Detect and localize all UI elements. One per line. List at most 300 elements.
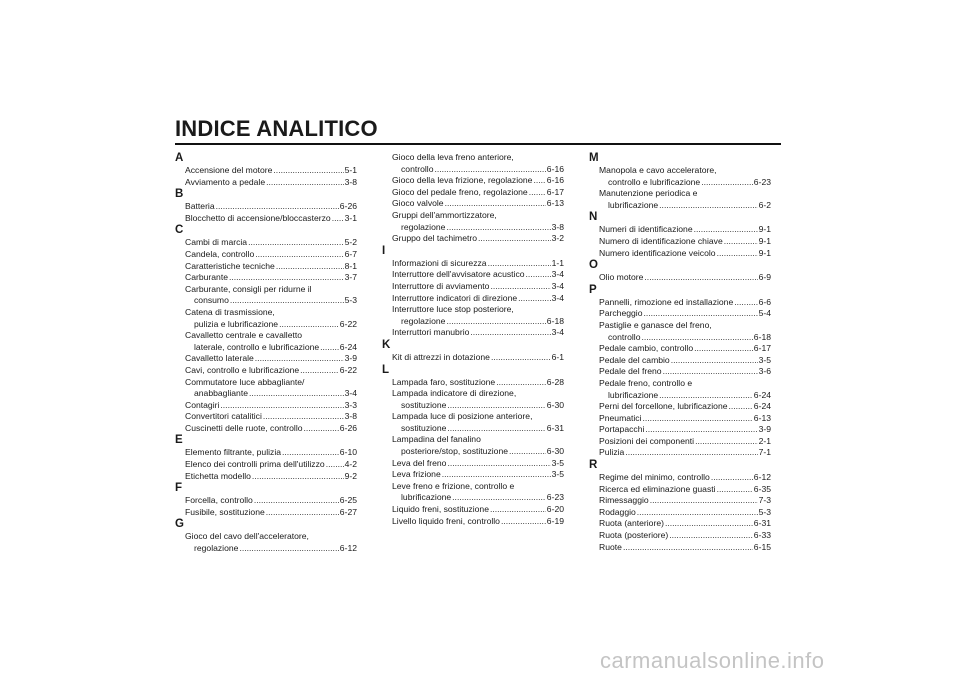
entry-text: Pannelli, rimozione ed installazione xyxy=(599,296,734,307)
index-entry xyxy=(591,484,771,496)
index-entry xyxy=(591,355,771,367)
entry-text: Rimessaggio xyxy=(599,495,649,506)
index-entry xyxy=(591,401,771,413)
entry-page-number: 3-5 xyxy=(551,457,564,468)
dot-leader xyxy=(645,424,757,436)
index-entry xyxy=(384,198,564,210)
entry-page-number: 6-1 xyxy=(551,351,564,362)
entry-text: Olio motore xyxy=(599,272,644,283)
entry-page-number: 5-3 xyxy=(344,295,357,306)
entry-page-number: 1-1 xyxy=(551,257,564,268)
index-column-3 xyxy=(591,152,771,553)
index-entry xyxy=(177,201,357,213)
entry-text: Leve freno e frizione, controllo e xyxy=(392,480,515,491)
entry-text: posteriore/stop, sostituzione xyxy=(401,446,509,457)
entry-text: lubrificazione xyxy=(401,492,452,503)
entry-text: Pedale freno, controllo e xyxy=(599,377,693,388)
entry-page-number: 6-13 xyxy=(753,412,771,423)
section-letter: A xyxy=(175,152,184,164)
section-letter: I xyxy=(382,244,386,257)
entry-page-number: 6-15 xyxy=(753,541,771,552)
dot-leader xyxy=(644,272,757,284)
index-entry xyxy=(384,269,564,281)
dot-leader xyxy=(526,269,551,281)
entry-page-number: 4-2 xyxy=(344,459,357,470)
index-entry xyxy=(177,400,357,412)
dot-leader xyxy=(282,447,339,459)
index-entry xyxy=(177,447,357,459)
entry-text: Leva del freno xyxy=(392,457,447,468)
section-letter: R xyxy=(589,459,598,472)
entry-page-number: 6-26 xyxy=(339,201,357,212)
entry-text: Elenco dei controlli prima dell'utilizzo xyxy=(185,459,325,470)
entry-text: controllo e lubrificazione xyxy=(608,176,701,187)
index-entry xyxy=(384,152,564,175)
index-entry xyxy=(384,327,564,339)
dot-leader xyxy=(254,495,339,507)
index-column-2 xyxy=(384,152,564,527)
dot-leader xyxy=(724,236,758,248)
dot-leader xyxy=(641,332,752,344)
index-entry xyxy=(591,424,771,436)
entry-text: Gruppo del tachimetro xyxy=(392,233,478,244)
index-entry xyxy=(591,188,771,211)
dot-leader xyxy=(442,469,551,481)
dot-leader xyxy=(663,366,758,378)
dot-leader xyxy=(300,365,339,377)
entry-page-number: 3-8 xyxy=(551,221,564,232)
entry-text: consumo xyxy=(194,295,229,306)
entry-text: Numero identificazione veicolo xyxy=(599,247,716,258)
entry-text: controllo xyxy=(401,163,434,174)
index-entry xyxy=(591,530,771,542)
entry-text: Blocchetto di accensione/bloccasterzo xyxy=(185,212,331,223)
entry-text: Gruppi dell'ammortizzatore, xyxy=(392,209,497,220)
index-entry xyxy=(177,237,357,249)
index-entry xyxy=(591,472,771,484)
entry-text: Pedale del cambio xyxy=(599,354,670,365)
index-entry xyxy=(591,272,771,284)
entry-page-number: 3-4 xyxy=(551,269,564,280)
entry-page-number: 3-6 xyxy=(758,366,771,377)
index-entry xyxy=(384,377,564,389)
dot-leader xyxy=(263,411,344,423)
dot-leader xyxy=(216,201,339,213)
index-entry xyxy=(384,258,564,270)
entry-text: Batteria xyxy=(185,201,215,212)
index-entry xyxy=(384,388,564,411)
entry-text: Manopola e cavo acceleratore, xyxy=(599,165,717,175)
entry-page-number: 3-4 xyxy=(551,327,564,338)
dot-leader xyxy=(694,343,753,355)
title-rule xyxy=(175,143,781,145)
entry-page-number: 6-33 xyxy=(753,530,771,541)
entry-page-number: 8-1 xyxy=(344,260,357,271)
entry-page-number: 3-4 xyxy=(344,388,357,399)
index-entry xyxy=(384,434,564,457)
entry-text: Interruttori manubrio xyxy=(392,327,470,338)
dot-leader xyxy=(665,518,753,530)
entry-text: Carburante, consigli per ridurne il xyxy=(185,283,312,294)
section-letter: O xyxy=(589,259,598,272)
index-entry xyxy=(384,458,564,470)
entry-page-number: 9-1 xyxy=(758,247,771,258)
entry-text: sostituzione xyxy=(401,399,447,410)
entry-page-number: 3-8 xyxy=(344,176,357,187)
index-column-1 xyxy=(177,152,357,555)
dot-leader xyxy=(229,272,344,284)
entry-text: Lampadina del fanalino xyxy=(392,434,481,445)
entry-text: Numeri di identificazione xyxy=(599,224,693,235)
entry-text: Ricerca ed eliminazione guasti xyxy=(599,483,716,494)
dot-leader xyxy=(529,187,546,199)
dot-leader xyxy=(659,200,757,212)
entry-page-number: 6-24 xyxy=(339,341,357,352)
dot-leader xyxy=(252,471,344,483)
index-entry xyxy=(591,495,771,507)
dot-leader xyxy=(643,413,753,425)
dot-leader xyxy=(623,542,753,554)
entry-page-number: 9-1 xyxy=(758,235,771,246)
dot-leader xyxy=(445,198,546,210)
entry-page-number: 3-5 xyxy=(758,354,771,365)
entry-text: controllo xyxy=(608,331,641,342)
entry-text: regolazione xyxy=(401,315,446,326)
index-entry xyxy=(591,378,771,401)
section-letter: B xyxy=(175,188,184,201)
index-entry xyxy=(177,365,357,377)
entry-text: Contagiri xyxy=(185,399,220,410)
dot-leader xyxy=(266,507,339,519)
dot-leader xyxy=(625,447,757,459)
entry-text: Livello liquido freni, controllo xyxy=(392,515,500,526)
entry-page-number: 6-7 xyxy=(344,248,357,259)
dot-leader xyxy=(446,222,550,234)
section-letter: K xyxy=(382,338,391,351)
dot-leader xyxy=(276,261,344,273)
entry-page-number: 3-3 xyxy=(344,399,357,410)
index-entry xyxy=(591,518,771,530)
entry-page-number: 3-5 xyxy=(551,469,564,480)
entry-text: Pedale del freno xyxy=(599,366,662,377)
entry-text: Cavalletto laterale xyxy=(185,353,254,364)
dot-leader xyxy=(332,213,344,225)
dot-leader xyxy=(533,175,545,187)
index-entry xyxy=(177,507,357,519)
index-entry xyxy=(591,507,771,519)
index-entry xyxy=(591,436,771,448)
dot-leader xyxy=(273,165,343,177)
entry-text: Posizioni dei componenti xyxy=(599,435,695,446)
entry-text: Kit di attrezzi in dotazione xyxy=(392,351,490,362)
dot-leader xyxy=(518,293,550,305)
entry-text: sostituzione xyxy=(401,422,447,433)
index-entry xyxy=(177,165,357,177)
entry-page-number: 6-20 xyxy=(546,504,564,515)
entry-page-number: 6-16 xyxy=(546,175,564,186)
entry-text: Ruote xyxy=(599,541,622,552)
index-entry xyxy=(384,481,564,504)
entry-text: Lampada indicatore di direzione, xyxy=(392,388,517,399)
entry-page-number: 6-28 xyxy=(546,376,564,387)
section-letter: N xyxy=(589,211,598,224)
entry-page-number: 6-16 xyxy=(546,163,564,174)
dot-leader xyxy=(447,458,550,470)
entry-page-number: 5-2 xyxy=(344,237,357,248)
entry-page-number: 5-3 xyxy=(758,506,771,517)
dot-leader xyxy=(447,423,545,435)
entry-page-number: 6-22 xyxy=(339,364,357,375)
index-entry xyxy=(591,447,771,459)
entry-page-number: 6-30 xyxy=(546,446,564,457)
dot-leader xyxy=(470,327,550,339)
entry-page-number: 3-2 xyxy=(551,233,564,244)
entry-page-number: 6-24 xyxy=(753,401,771,412)
entry-page-number: 3-4 xyxy=(551,280,564,291)
entry-text: Portapacchi xyxy=(599,424,645,435)
entry-page-number: 6-13 xyxy=(546,198,564,209)
dot-leader xyxy=(239,543,338,555)
entry-page-number: 5-4 xyxy=(758,308,771,319)
index-entry xyxy=(177,330,357,353)
entry-page-number: 6-12 xyxy=(339,543,357,554)
index-entry xyxy=(177,495,357,507)
entry-page-number: 6-18 xyxy=(753,331,771,342)
dot-leader xyxy=(701,177,753,189)
dot-leader xyxy=(249,388,344,400)
entry-text: Numero di identificazione chiave xyxy=(599,235,723,246)
section-letter: E xyxy=(175,434,183,447)
entry-text: Carburante xyxy=(185,272,228,283)
entry-text: Perni del forcellone, lubrificazione xyxy=(599,401,728,412)
index-entry xyxy=(591,224,771,236)
entry-text: Gioco del cavo dell'acceleratore, xyxy=(185,531,309,542)
entry-text: Catena di trasmissione, xyxy=(185,306,275,317)
section-letter: G xyxy=(175,518,184,531)
entry-text: Convertitori catalitici xyxy=(185,411,262,422)
dot-leader xyxy=(230,295,344,307)
dot-leader xyxy=(478,233,551,245)
index-entry xyxy=(591,165,771,188)
entry-text: Ruota (anteriore) xyxy=(599,518,664,529)
entry-page-number: 3-4 xyxy=(551,292,564,303)
entry-text: Parcheggio xyxy=(599,308,643,319)
index-entry xyxy=(384,281,564,293)
index-entry xyxy=(177,177,357,189)
index-entry xyxy=(177,213,357,225)
entry-text: Cambi di marcia xyxy=(185,237,248,248)
dot-leader xyxy=(447,400,545,412)
entry-text: Fusibile, sostituzione xyxy=(185,506,265,517)
entry-text: Pedale cambio, controllo xyxy=(599,343,694,354)
entry-text: Gioco della leva freno anteriore, xyxy=(392,152,514,162)
entry-text: Liquido freni, sostituzione xyxy=(392,504,489,515)
index-entry xyxy=(177,423,357,435)
index-entry xyxy=(384,516,564,528)
entry-page-number: 6-25 xyxy=(339,495,357,506)
entry-page-number: 6-19 xyxy=(546,515,564,526)
entry-text: Lampada luce di posizione anteriore, xyxy=(392,411,533,422)
index-entry xyxy=(591,320,771,343)
index-entry xyxy=(177,249,357,261)
entry-page-number: 6-30 xyxy=(546,399,564,410)
dot-leader xyxy=(717,248,758,260)
entry-page-number: 5-1 xyxy=(344,165,357,175)
dot-leader xyxy=(266,177,343,189)
dot-leader xyxy=(729,401,753,413)
entry-text: Etichetta modello xyxy=(185,470,251,481)
entry-page-number: 6-9 xyxy=(758,272,771,283)
entry-text: Interruttore dell'avvisatore acustico xyxy=(392,269,525,280)
watermark: carmanualsonline.info xyxy=(600,648,825,673)
section-letter: P xyxy=(589,283,597,296)
index-entry xyxy=(384,233,564,245)
dot-leader xyxy=(671,355,758,367)
index-entry xyxy=(177,353,357,365)
entry-page-number: 6-17 xyxy=(753,343,771,354)
section-letter: C xyxy=(175,224,184,237)
entry-page-number: 6-12 xyxy=(753,472,771,483)
dot-leader xyxy=(320,342,339,354)
entry-page-number: 6-22 xyxy=(339,318,357,329)
index-entry xyxy=(177,411,357,423)
dot-leader xyxy=(488,258,551,270)
entry-text: Accensione del motore xyxy=(185,165,273,175)
index-entry xyxy=(177,471,357,483)
entry-text: Rodaggio xyxy=(599,506,636,517)
entry-page-number: 6-10 xyxy=(339,447,357,458)
entry-text: Caratteristiche tecniche xyxy=(185,260,275,271)
entry-text: Gioco della leva frizione, regolazione xyxy=(392,175,533,186)
entry-page-number: 9-2 xyxy=(344,470,357,481)
dot-leader xyxy=(637,507,758,519)
index-entry xyxy=(177,261,357,273)
dot-leader xyxy=(711,472,753,484)
index-entry xyxy=(591,542,771,554)
dot-leader xyxy=(659,390,753,402)
entry-page-number: 6-2 xyxy=(758,199,771,210)
dot-leader xyxy=(220,400,343,412)
dot-leader xyxy=(734,297,757,309)
entry-page-number: 6-31 xyxy=(546,422,564,433)
index-entry xyxy=(177,272,357,284)
entry-text: regolazione xyxy=(194,543,239,554)
index-entry xyxy=(177,284,357,307)
section-letter: L xyxy=(382,363,390,376)
entry-text: Manutenzione periodica e xyxy=(599,188,698,199)
entry-text: Gioco del pedale freno, regolazione xyxy=(392,186,528,197)
entry-text: Regime del minimo, controllo xyxy=(599,472,710,483)
index-entry xyxy=(591,366,771,378)
entry-text: Cavi, controllo e lubrificazione xyxy=(185,364,300,375)
index-entry xyxy=(591,248,771,260)
entry-text: lubrificazione xyxy=(608,389,659,400)
entry-text: Candela, controllo xyxy=(185,248,255,259)
entry-text: Cuscinetti delle ruote, controllo xyxy=(185,422,303,433)
index-entry xyxy=(591,413,771,425)
entry-text: Cavalletto centrale e cavalletto xyxy=(185,330,303,341)
dot-leader xyxy=(255,353,344,365)
index-entry xyxy=(591,308,771,320)
dot-leader xyxy=(255,249,343,261)
entry-text: Interruttore di avviamento xyxy=(392,280,490,291)
entry-text: Avviamento a pedale xyxy=(185,176,266,187)
dot-leader xyxy=(695,436,758,448)
index-entry xyxy=(384,469,564,481)
entry-text: anabbagliante xyxy=(194,388,249,399)
entry-page-number: 7-1 xyxy=(758,447,771,458)
entry-page-number: 9-1 xyxy=(758,224,771,235)
entry-page-number: 3-9 xyxy=(758,424,771,435)
dot-leader xyxy=(490,504,546,516)
dot-leader xyxy=(279,319,339,331)
index-entry xyxy=(384,293,564,305)
index-entry xyxy=(177,307,357,330)
entry-text: Pneumatici xyxy=(599,412,642,423)
entry-text: Interruttore luce stop posteriore, xyxy=(392,304,514,315)
index-entry xyxy=(177,531,357,554)
entry-page-number: 6-17 xyxy=(546,186,564,197)
dot-leader xyxy=(509,446,546,458)
dot-leader xyxy=(490,281,550,293)
dot-leader xyxy=(248,237,343,249)
entry-page-number: 6-18 xyxy=(546,315,564,326)
section-letter: F xyxy=(175,482,183,495)
entry-text: Informazioni di sicurezza xyxy=(392,257,487,268)
entry-text: lubrificazione xyxy=(608,199,659,210)
entry-text: Interruttore indicatori di direzione xyxy=(392,292,518,303)
index-entry xyxy=(177,459,357,471)
entry-page-number: 6-6 xyxy=(758,296,771,307)
index-entry xyxy=(177,377,357,400)
dot-leader xyxy=(304,423,339,435)
entry-page-number: 6-23 xyxy=(546,492,564,503)
dot-leader xyxy=(434,164,545,176)
dot-leader xyxy=(650,495,758,507)
entry-text: Forcella, controllo xyxy=(185,495,253,506)
index-entry xyxy=(384,210,564,233)
entry-text: Gioco valvole xyxy=(392,198,444,209)
dot-leader xyxy=(717,484,753,496)
index-entry xyxy=(384,504,564,516)
index-entry xyxy=(384,187,564,199)
section-letter: M xyxy=(589,152,599,164)
entry-page-number: 6-35 xyxy=(753,483,771,494)
entry-page-number: 6-23 xyxy=(753,176,771,187)
entry-page-number: 3-8 xyxy=(344,411,357,422)
dot-leader xyxy=(326,459,344,471)
entry-text: regolazione xyxy=(401,221,446,232)
dot-leader xyxy=(452,492,546,504)
entry-text: laterale, controllo e lubrificazione xyxy=(194,341,320,352)
entry-text: Ruota (posteriore) xyxy=(599,530,669,541)
index-entry xyxy=(384,352,564,364)
dot-leader xyxy=(496,377,546,389)
entry-page-number: 3-1 xyxy=(344,212,357,223)
entry-page-number: 3-7 xyxy=(344,272,357,283)
entry-page-number: 6-31 xyxy=(753,518,771,529)
entry-page-number: 7-3 xyxy=(758,495,771,506)
entry-page-number: 2-1 xyxy=(758,435,771,446)
entry-text: pulizia e lubrificazione xyxy=(194,318,279,329)
dot-leader xyxy=(491,352,551,364)
entry-page-number: 6-24 xyxy=(753,389,771,400)
entry-page-number: 6-26 xyxy=(339,422,357,433)
entry-page-number: 6-27 xyxy=(339,506,357,517)
index-entry xyxy=(591,297,771,309)
index-entry xyxy=(591,343,771,355)
dot-leader xyxy=(501,516,546,528)
